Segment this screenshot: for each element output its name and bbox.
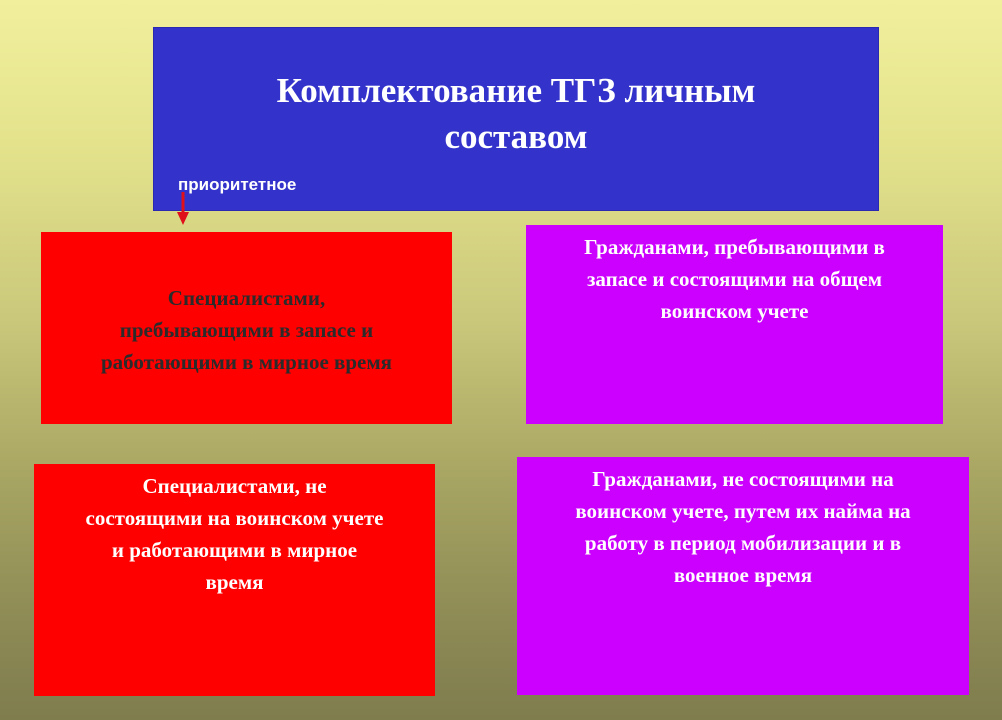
card-line: работу в период мобилизации и в [584,531,902,555]
card-line: Гражданами, пребывающими в [584,235,885,259]
priority-label: приоритетное [178,175,297,194]
card-reserve-specialists-text [47,282,446,378]
card-hired-citizens [517,457,969,695]
card-line: Специалистами, не [142,474,327,498]
card-line: Специалистами, [167,286,326,310]
card-line: работающими в мирное время [100,350,393,374]
card-line: военное время [673,563,813,587]
card-line: воинском учете, путем их найма на [575,499,911,523]
card-line: воинском учете [660,299,809,323]
card-reserve-citizens-text [532,231,937,327]
title-line-1: Комплектование ТГЗ личным [276,71,756,110]
card-unregistered-specialists [34,464,435,696]
card-line: и работающими в мирное [111,538,358,562]
card-reserve-specialists [41,232,452,424]
card-line: время [205,570,264,594]
priority-arrow-icon [176,192,190,226]
card-reserve-citizens [526,225,943,424]
card-unregistered-specialists-text [40,470,429,598]
card-line: пребывающими в запасе и [119,318,374,342]
title-line-2: составом [444,117,588,156]
title [154,68,878,160]
card-line: состоящими на воинском учете [85,506,384,530]
card-hired-citizens-text [523,463,963,591]
card-line: Гражданами, не состоящими на [592,467,894,491]
card-line: запасе и состоящими на общем [586,267,883,291]
